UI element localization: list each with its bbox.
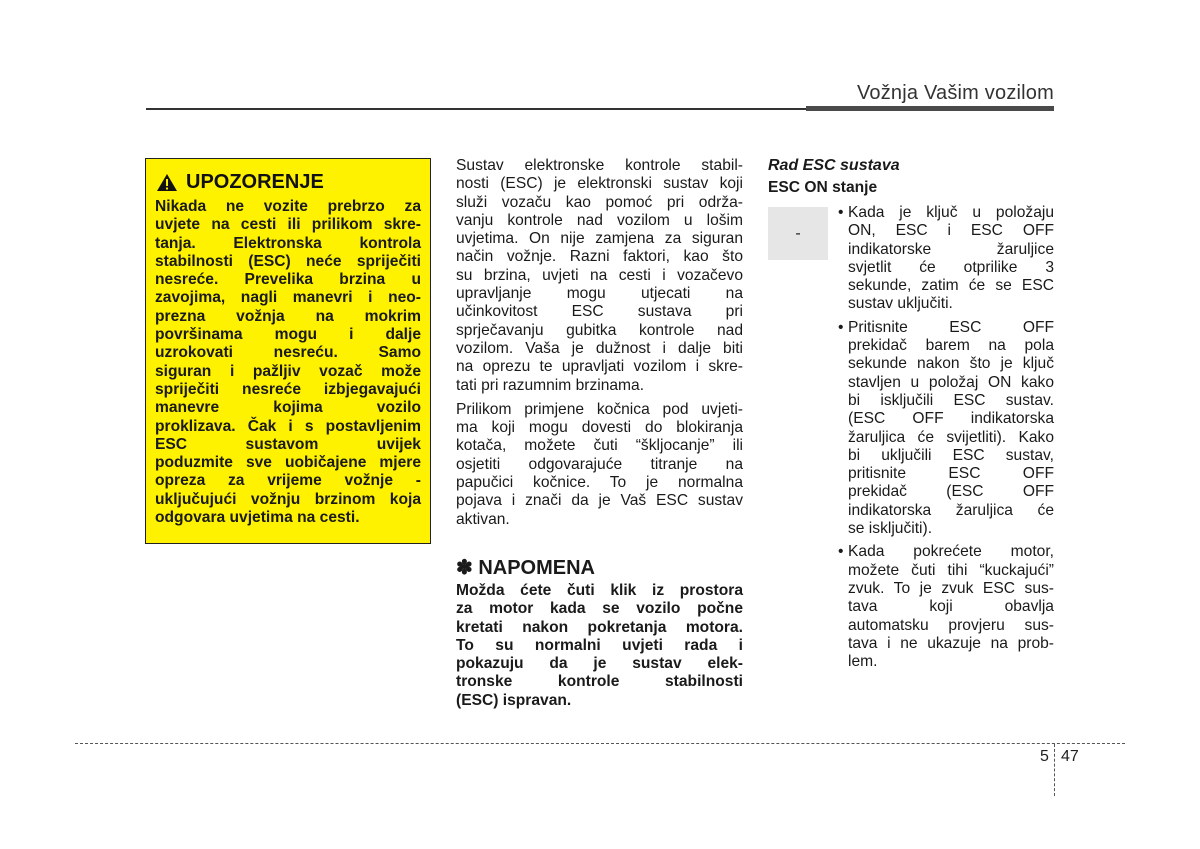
warning-line: ESC sustavom uvijek (155, 435, 421, 453)
middle-column (456, 157, 743, 710)
paragraph-line: aktivan. (456, 510, 510, 528)
warning-line: opreza za vrijeme vožnje - (155, 472, 421, 490)
warning-line: proklizava. Čak i s postavljenim (155, 417, 421, 435)
bullet-line: bi uključili ESC sustav, (848, 446, 1054, 464)
paragraph-line: osjetiti odgovarajuće titranje na (456, 455, 743, 473)
bullet-line: sekunde, zatim će se ESC (848, 277, 1054, 295)
warning-title: UPOZORENJE (186, 171, 324, 193)
paragraph-line: pojava i znači da je Vaš ESC sustav (456, 492, 743, 510)
warning-line: stabilnosti (ESC) neće spriječiti (155, 252, 421, 270)
bullet-list (838, 204, 1054, 676)
warning-line: zavojima, nagli manevri i neo- (155, 289, 421, 307)
warning-line: uvjete na cesti ili prilikom skre- (155, 216, 421, 234)
warning-box (145, 158, 431, 544)
bullet-line: svjetlit će otprilike 3 (848, 258, 1054, 276)
bullet-dot: • (838, 543, 844, 561)
paragraph-line: vozilom. Vaša je dužnost i dalje biti (456, 339, 743, 357)
indicator-placeholder-box: - (768, 207, 828, 260)
warning-line: manevre kojima vozilo (155, 399, 421, 417)
note-body (456, 582, 743, 710)
chapter-number: 5 (1040, 748, 1049, 765)
braking-paragraph (456, 401, 743, 529)
bullet-item (838, 204, 1054, 314)
warning-line: siguran i pažljiv vozač može (155, 362, 421, 380)
bullet-line: zvuk. To je zvuk ESC sus- (848, 579, 1054, 597)
warning-line: spriječiti nesreće izbjegavajući (155, 380, 421, 398)
bullet-line: ON, ESC i ESC OFF (848, 222, 1054, 240)
paragraph-line: način vožnje. Razni faktori, kao što (456, 248, 743, 266)
paragraph-line: na oprezu te upravljati vozilom i skre- (456, 358, 743, 376)
section-subtitle-2: ESC ON stanje (768, 179, 878, 196)
page-number-separator (1054, 744, 1055, 796)
bullet-line: prekidač barem na pola (848, 337, 1054, 355)
warning-line: odgovara uvjetima na cesti. (155, 509, 360, 527)
bullet-line: (ESC OFF indikatorska (848, 410, 1054, 428)
warning-line: prezna vožnja na mokrim (155, 307, 421, 325)
bullet-line: Pritisnite ESC OFF (848, 318, 1054, 336)
bullet-item (838, 543, 1054, 671)
paragraph-line: služi vozaču kao pomoć pri održa- (456, 193, 743, 211)
note-line: za motor kada se vozilo počne (456, 600, 743, 618)
paragraph-line: kotača, možete čuti “škljocanje” ili (456, 437, 743, 455)
note-line: pokazuju da je sustav elek- (456, 655, 743, 673)
bullet-line: stavljen u položaj ON kako (848, 373, 1054, 391)
bullet-line: sekunde nakon što je ključ (848, 355, 1054, 373)
section-subtitle: Rad ESC sustava (768, 157, 900, 174)
note-line: To su normalni uvjeti rada i (456, 636, 743, 654)
paragraph-line: tati pri razumnim brzinama. (456, 376, 645, 394)
paragraph-line: nosti (ESC) je elektronski sustav koji (456, 175, 743, 193)
bullet-line: se isključiti). (848, 520, 933, 538)
warning-line: poduzmite sve uobičajene mjere (155, 454, 421, 472)
bullet-line: indikatorska žaruljica će (848, 501, 1054, 519)
esc-intro-paragraph (456, 157, 743, 395)
paragraph-line: Prilikom primjene kočnica pod uvjeti- (456, 400, 743, 418)
warning-line: tanja. Elektronska kontrola (155, 234, 421, 252)
note-line: (ESC) ispravan. (456, 691, 572, 709)
paragraph-line: uvjetima. On nije zamjena za siguran (456, 230, 743, 248)
paragraph-line: su brzina, uvjeti na cesti i vozačevo (456, 266, 743, 284)
footer-rule (75, 743, 1125, 744)
bullet-line: automatsku provjeru sus- (848, 616, 1054, 634)
bullet-line: pritisnite ESC OFF (848, 465, 1054, 483)
right-column (768, 157, 1056, 671)
warning-line: Nikada ne vozite prebrzo za (155, 198, 421, 215)
warning-line: uzrokovati nesreću. Samo (155, 344, 421, 362)
bullet-line: indikatorske žaruljice (848, 240, 1054, 258)
paragraph-line: sprječavanju gubitka kontrole nad (456, 321, 743, 339)
note-heading: ✽ NAPOMENA (456, 556, 595, 579)
paragraph-line: vanju kontrole nad vozilom u lošim (456, 211, 743, 229)
page-number: 47 (1061, 748, 1079, 765)
bullet-line: tava koji obavlja (848, 598, 1054, 616)
bullet-dot: • (838, 204, 844, 221)
note-line: tronske kontrole stabilnosti (456, 673, 743, 691)
warning-triangle-icon (156, 173, 178, 192)
warning-line: uključujući vožnju brzinom koja (155, 490, 421, 508)
warning-heading (156, 171, 421, 194)
bullet-line: možete čuti tihi “kuckajući” (848, 561, 1054, 579)
bullet-line: lem. (848, 653, 878, 671)
bullet-line: Kada je ključ u položaju (848, 204, 1054, 221)
bullet-line: prekidač (ESC OFF (848, 483, 1054, 501)
bullet-item (838, 319, 1054, 539)
paragraph-line: upravljanje mogu utjecati na (456, 285, 743, 303)
paragraph-line: papučici kočnice. To je normalna (456, 474, 743, 492)
bullet-dot: • (838, 318, 844, 336)
paragraph-line: ma koji mogu dovesti do blokiranja (456, 419, 743, 437)
paragraph-line: učinkovitost ESC sustava pri (456, 303, 743, 321)
bullet-line: sustav uključiti. (848, 295, 953, 313)
bullet-line: Kada pokrećete motor, (848, 543, 1054, 561)
note-line: Možda ćete čuti klik iz prostora (456, 581, 743, 599)
warning-body (155, 198, 421, 527)
paragraph-line: Sustav elektronske kontrole stabil- (456, 157, 743, 174)
bullet-line: žaruljica će svijetliti). Kako (848, 428, 1054, 446)
bullet-line: bi isključili ESC sustav. (848, 391, 1054, 409)
warning-line: površinama mogu i dalje (155, 326, 421, 344)
page-header-title: Vožnja Vašim vozilom (856, 82, 1054, 104)
header-rule-accent (806, 106, 1054, 111)
warning-line: nesreće. Prevelika brzina u (155, 271, 421, 289)
bullet-line: tava i ne ukazuje na prob- (848, 634, 1054, 652)
note-line: kretati nakon pokretanja motora. (456, 618, 743, 636)
